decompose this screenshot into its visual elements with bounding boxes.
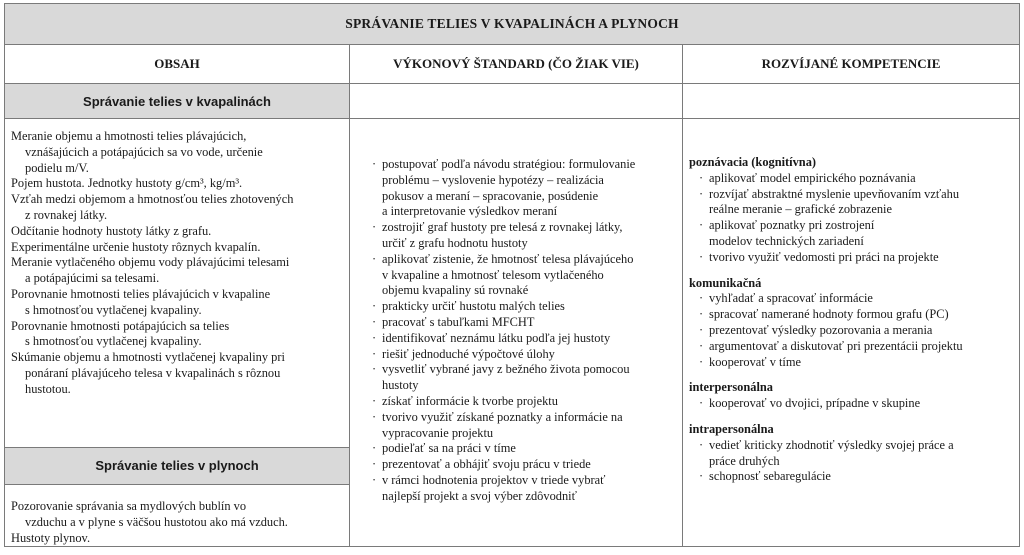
text-line: v rámci hodnotenia projektov v triede vybrať [382, 472, 606, 487]
competence-item [689, 323, 1013, 339]
text-line: Porovnanie hmotnosti telies plávajúcich v kvapaline [11, 286, 271, 301]
content-item [11, 129, 341, 176]
section-kvapaliny-title: Správanie telies v kvapalinách [5, 84, 350, 119]
competences-list [689, 155, 1013, 485]
standard-item [362, 315, 676, 331]
group-gap [689, 412, 1013, 422]
competence-item [689, 396, 1013, 412]
text-line: s hmotnosťou vytlačenej kvapaliny. [25, 302, 202, 317]
standard-item [362, 457, 676, 473]
competence-group-title: poznávacia (kognitívna) [689, 155, 817, 169]
text-line: rozvíjať abstraktné myslenie upevňovaním vzťahu [709, 186, 960, 201]
competence-group-title: intrapersonálna [689, 421, 774, 436]
content-item [11, 255, 341, 287]
table-title: SPRÁVANIE TELIES V KVAPALINÁCH A PLYNOCH [5, 4, 1020, 45]
text-line: tvorivo využiť vedomosti pri práci na projekte [709, 249, 939, 264]
text-line: vypracovanie projektu [382, 425, 494, 440]
text-line: aplikovať zistenie, že hmotnosť telesa plávajúceho [382, 251, 634, 266]
section-kvapaliny-content [5, 119, 349, 447]
content-item [11, 499, 341, 531]
content-item [11, 350, 341, 397]
standard-item [362, 331, 676, 347]
text-line: schopnosť sebaregulácie [709, 469, 831, 484]
text-line: Experimentálne určenie hustoty rôznych kvapalín. [11, 239, 261, 254]
text-line: Vzťah medzi objemom a hmotnosťou telies zhotovených [11, 192, 294, 207]
content-item [11, 531, 341, 547]
standard-item [362, 299, 676, 315]
text-line: vzduchu a v plyne s väčšou hustotou ako má vzduch. [25, 514, 288, 529]
obsah-column [5, 119, 350, 547]
text-line: vznášajúcich a potápajúcich sa vo vode, určenie [25, 144, 263, 159]
competence-item [689, 355, 1013, 371]
text-line: kooperovať vo dvojici, prípadne v skupine [709, 396, 921, 411]
text-line: modelov technických zariadení [709, 233, 864, 248]
text-line: a potápajúcimi sa telesami. [25, 271, 160, 286]
text-line: vysvetliť vybrané javy z bežného života pomocou [382, 362, 630, 377]
text-line: s hmotnosťou vytlačenej kvapaliny. [25, 334, 202, 349]
text-line: určiť z grafu hodnotu hustoty [382, 235, 528, 250]
header-vykonovy-standard: VÝKONOVÝ ŠTANDARD (ČO ŽIAK VIE) [350, 45, 683, 84]
text-line: podielu m/V. [25, 160, 89, 175]
text-line: hustotou. [25, 381, 71, 396]
text-line: objemu kvapaliny sú rovnaké [382, 283, 529, 298]
content-item [11, 224, 341, 240]
text-line: identifikovať neznámu látku podľa jej hustoty [382, 330, 611, 345]
standard-list [362, 157, 676, 505]
text-line: a interpretovanie výsledkov meraní [382, 204, 558, 219]
content-list [11, 499, 341, 546]
standard-column [350, 119, 683, 547]
header-rozvijane-kompetencie: ROZVÍJANÉ KOMPETENCIE [683, 45, 1020, 84]
competence-item [689, 218, 1013, 250]
text-line: ponáraní plávajúceho telesa v kvapalinách s rôznou [25, 365, 281, 380]
text-line: argumentovať a diskutovať pri prezentácii projektu [709, 338, 963, 353]
text-line: riešiť jednoduché výpočtové úlohy [382, 346, 555, 361]
competence-item [689, 171, 1013, 187]
text-line: vedieť kriticky zhodnotiť výsledky svojej práce a [709, 437, 954, 452]
text-line: reálne meranie – grafické zobrazenie [709, 202, 892, 217]
text-line: Pojem hustota. Jednotky hustoty g/cm³, kg/m³. [11, 176, 243, 191]
text-line: zostrojiť graf hustoty pre telesá z rovnakej látky, [382, 220, 623, 235]
content-item [11, 319, 341, 351]
competence-item [689, 250, 1013, 266]
header-obsah: OBSAH [5, 45, 350, 84]
text-line: Hustoty plynov. [11, 530, 91, 545]
text-line: pracovať s tabuľkami MFCHT [382, 314, 535, 329]
competence-group-title: interpersonálna [689, 380, 773, 395]
group-gap [689, 370, 1013, 380]
text-line: aplikovať poznatky pri zostrojení [709, 218, 875, 233]
text-line: hustoty [382, 378, 419, 393]
competence-item [689, 339, 1013, 355]
text-line: práce druhých [709, 453, 780, 468]
section-plyny-title: Správanie telies v plynoch [5, 447, 349, 485]
standard-item [362, 347, 676, 363]
text-line: pokusov a meraní – spracovanie, posúdenie [382, 188, 599, 203]
text-line: kooperovať v tíme [709, 354, 802, 369]
blank-cell [683, 84, 1020, 119]
competence-item [689, 291, 1013, 307]
competence-item [689, 307, 1013, 323]
competence-item [689, 187, 1013, 219]
text-line: vyhľadať a spracovať informácie [709, 291, 873, 306]
text-line: Skúmanie objemu a hmotnosti vytlačenej kvapaliny pri [11, 350, 285, 365]
standard-item [362, 441, 676, 457]
curriculum-table [4, 3, 1020, 547]
standard-item [362, 252, 676, 299]
content-list [11, 129, 341, 398]
text-line: získať informácie k tvorbe projektu [382, 393, 558, 408]
text-line: prakticky určiť hustotu malých telies [382, 299, 565, 314]
section-plyny-content [5, 485, 349, 546]
text-line: aplikovať model empirického poznávania [709, 170, 916, 185]
competence-item [689, 438, 1013, 470]
text-line: Meranie vytlačeného objemu vody plávajúcimi telesami [11, 255, 290, 270]
standard-item [362, 362, 676, 394]
standard-item [362, 157, 676, 220]
text-line: v kvapaline a hmotnosť telesom vytlačeného [382, 267, 604, 282]
text-line: postupovať podľa návodu stratégiou: formulovanie [382, 157, 636, 171]
curriculum-document [4, 3, 1019, 553]
group-gap [689, 266, 1013, 276]
competence-group-title: komunikačná [689, 275, 762, 290]
text-line: z rovnakej látky. [25, 207, 108, 222]
standard-item [362, 410, 676, 442]
text-line: tvorivo využiť získané poznatky a informácie na [382, 409, 623, 424]
text-line: podieľať sa na práci v tíme [382, 441, 516, 456]
text-line: prezentovať výsledky pozorovania a merania [709, 322, 933, 337]
text-line: spracovať namerané hodnoty formou grafu (PC) [709, 307, 949, 322]
text-line: najlepší projekt a svoj výber zdôvodniť [382, 488, 577, 503]
text-line: prezentovať a obhájiť svoju prácu v triede [382, 457, 591, 472]
blank-cell [350, 84, 683, 119]
text-line: problému – vyslovenie hypotézy – realizácia [382, 172, 604, 187]
standard-item [362, 220, 676, 252]
text-line: Meranie objemu a hmotnosti telies plávajúcich, [11, 129, 247, 143]
text-line: Pozorovanie správania sa mydlových bublín vo [11, 499, 247, 513]
content-item [11, 240, 341, 256]
standard-item [362, 473, 676, 505]
standard-item [362, 394, 676, 410]
text-line: Odčítanie hodnoty hustoty látky z grafu. [11, 223, 212, 238]
content-item [11, 287, 341, 319]
content-item [11, 192, 341, 224]
text-line: Porovnanie hmotnosti potápajúcich sa telies [11, 318, 230, 333]
competences-column [683, 119, 1020, 547]
competence-item [689, 469, 1013, 485]
content-item [11, 176, 341, 192]
